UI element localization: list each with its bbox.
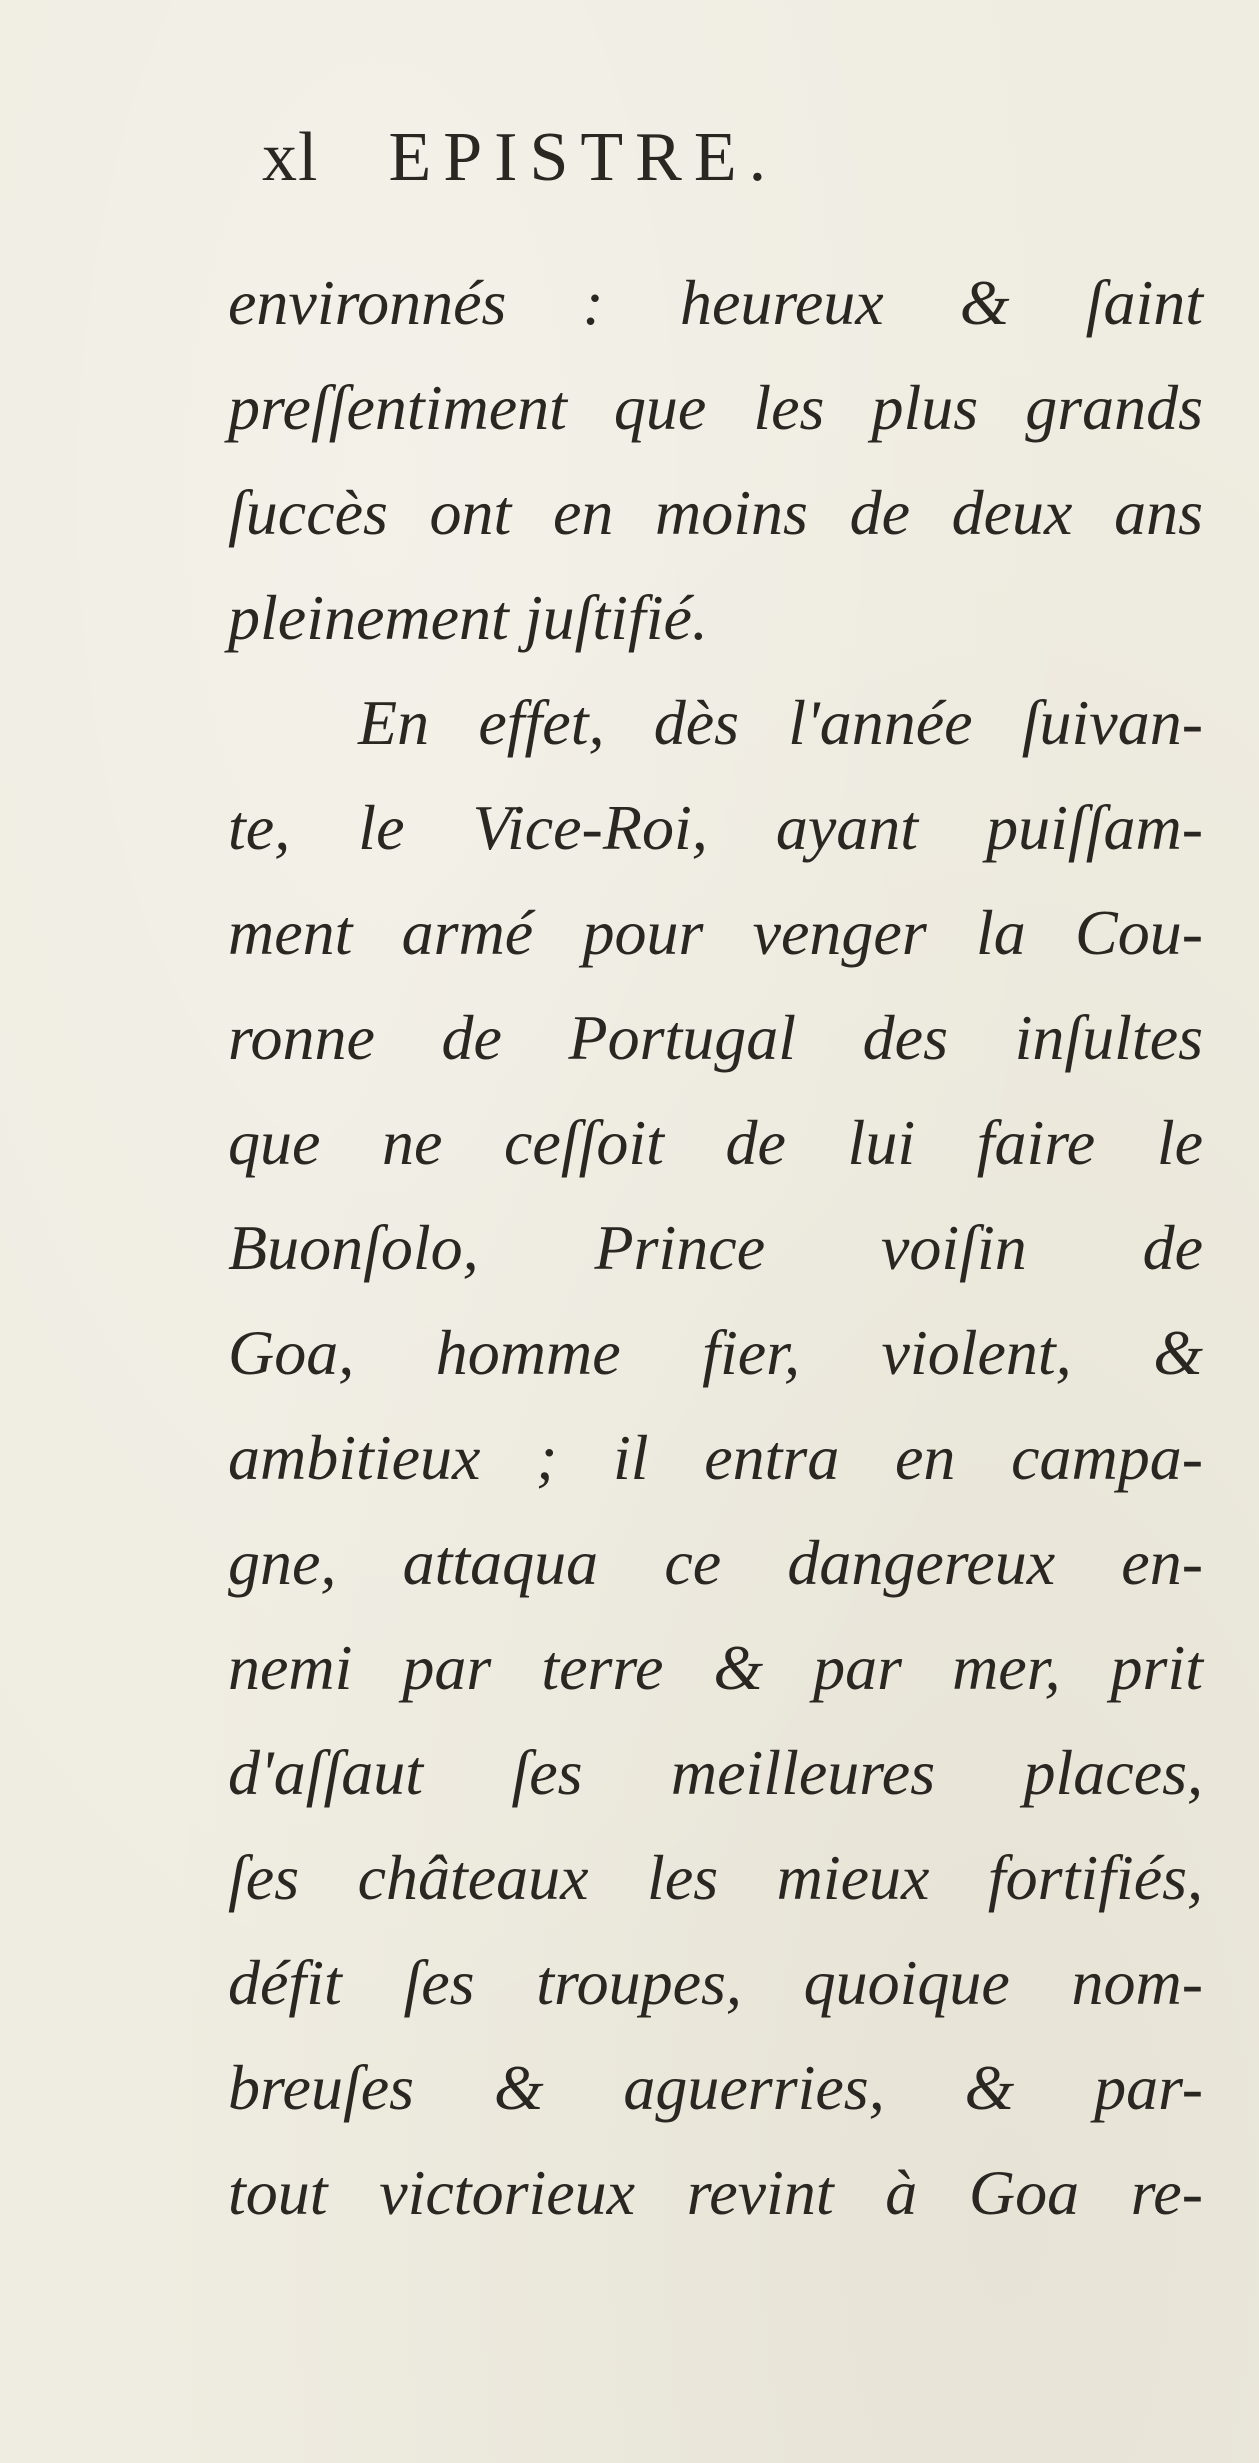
page-number: xl [262,119,319,196]
text-line: preſſentiment que les plus grands [228,372,1203,443]
text-line: d'aſſaut ſes meilleures places, [228,1737,1203,1808]
text-line: nemi par terre & par mer, prit [228,1632,1203,1703]
text-line: ronne de Portugal des inſultes [228,1002,1203,1073]
text-line: gne, attaqua ce dangereux en- [228,1527,1203,1598]
text-line: environnés : heureux & ſaint [228,267,1203,338]
text-line: Goa, homme fier, violent, & [228,1317,1203,1388]
text-line: breuſes & aguerries, & par- [228,2052,1203,2123]
text-line: pleinement juſtifié. [228,582,708,653]
text-line: ambitieux ; il entra en campa- [228,1422,1203,1493]
text-line: En effet, dès l'année ſuivan- [358,687,1203,758]
text-line: te, le Vice-Roi, ayant puiſſam- [228,792,1203,863]
page-header [262,118,778,208]
body-text [228,250,1203,2245]
text-line: ſuccès ont en moins de deux ans [228,477,1203,548]
text-line: tout victorieux revint à Goa re- [228,2157,1203,2228]
text-line: défit ſes troupes, quoique nom- [228,1947,1203,2018]
running-head: EPISTRE. [388,119,779,196]
text-line: que ne ceſſoit de lui faire le [228,1107,1203,1178]
text-line: ment armé pour venger la Cou- [228,897,1203,968]
text-line: ſes châteaux les mieux fortifiés, [228,1842,1203,1913]
text-line: Buonſolo, Prince voiſin de [228,1212,1203,1283]
